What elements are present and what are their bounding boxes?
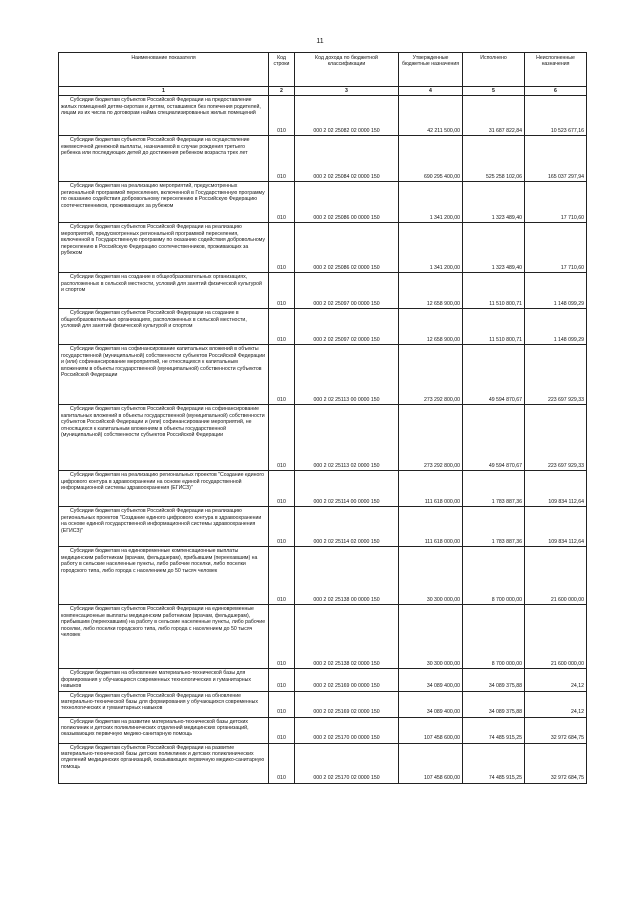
unexecuted-amount-cell: 109 834 112,64: [525, 471, 587, 507]
column-number-row: [59, 87, 587, 96]
indicator-name-cell: Субсидии бюджетам субъектов Российской Федерации на реализацию региональных проектов "Создание единого цифрового контура в здравоохранении на основе единой государственной информационной системы здравоохранения (ЕГИСЗ)": [59, 507, 269, 547]
revenue-code-cell: 000 2 02 25170 00 0000 150: [295, 717, 399, 743]
executed-amount-cell: 34 089 375,88: [463, 691, 525, 717]
executed-amount-cell: 1 323 489,40: [463, 182, 525, 223]
unexecuted-amount-cell: 223 697 929,33: [525, 405, 587, 471]
column-number: 4: [399, 87, 463, 96]
line-code-cell: 010: [269, 669, 295, 691]
revenue-code-cell: 000 2 02 25114 00 0000 150: [295, 471, 399, 507]
approved-amount-cell: 12 658 900,00: [399, 309, 463, 345]
revenue-code-cell: 000 2 02 25097 02 0000 150: [295, 309, 399, 345]
indicator-name-cell: Субсидии бюджетам на единовременные компенсационные выплаты медицинским работникам (врачам, фельдшерам), прибывшим (переехавшим) на работу в сельские населенные пункты, либо рабочие поселки, либо поселки городского типа, либо города с населением до 50 тысяч человек: [59, 547, 269, 605]
indicator-name-cell: Субсидии бюджетам субъектов Российской Федерации на единовременные компенсационные выплаты медицинским работникам (врачам, фельдшерам), прибывшим (переехавшим) на работу в сельские населенные пункты, либо рабочие поселки, либо поселки городского типа, либо города с населением до 50 тысяч человек: [59, 605, 269, 669]
unexecuted-amount-cell: 21 600 000,00: [525, 547, 587, 605]
table-row: [59, 471, 587, 507]
line-code-cell: 010: [269, 223, 295, 273]
executed-amount-cell: 1 783 887,36: [463, 471, 525, 507]
unexecuted-amount-cell: 223 697 929,33: [525, 345, 587, 405]
line-code-cell: 010: [269, 605, 295, 669]
executed-amount-cell: 525 258 102,06: [463, 136, 525, 182]
table-row: [59, 345, 587, 405]
indicator-name-cell: Субсидии бюджетам на развитие материально-технической базы детских поликлиник и детских поликлинических отделений медицинских организаций, оказывающих первичную медико-санитарную помощь: [59, 717, 269, 743]
line-code-cell: 010: [269, 507, 295, 547]
approved-amount-cell: 34 089 400,00: [399, 669, 463, 691]
line-code-cell: 010: [269, 691, 295, 717]
approved-amount-cell: 12 658 900,00: [399, 273, 463, 309]
table-row: [59, 691, 587, 717]
indicator-name-cell: Субсидии бюджетам субъектов Российской Федерации на создание в общеобразовательных организациях, расположенных в сельской местности, условий для занятий физической культурой и спортом: [59, 309, 269, 345]
indicator-name-cell: Субсидии бюджетам субъектов Российской Федерации на обновление материально-технической базы для формирования у обучающихся современных технологических и гуманитарных навыков: [59, 691, 269, 717]
executed-amount-cell: 11 510 800,71: [463, 273, 525, 309]
indicator-name-cell: Субсидии бюджетам на софинансирование капитальных вложений в объекты государственной (муниципальной) собственности субъектов Российской Федерации и (или) софинансирование мероприятий, не относящихся к капитальным вложениям в объекты государственной (муниципальной) собственности субъектов Российской Федерации: [59, 345, 269, 405]
revenue-code-cell: 000 2 02 25170 02 0000 150: [295, 743, 399, 783]
revenue-code-cell: 000 2 02 25169 00 0000 150: [295, 669, 399, 691]
line-code-cell: 010: [269, 717, 295, 743]
header-unexecuted: Неисполненные назначения: [525, 53, 587, 87]
approved-amount-cell: 107 458 600,00: [399, 717, 463, 743]
executed-amount-cell: 74 485 915,25: [463, 743, 525, 783]
table-row: [59, 136, 587, 182]
executed-amount-cell: 74 485 915,25: [463, 717, 525, 743]
line-code-cell: 010: [269, 345, 295, 405]
approved-amount-cell: 34 089 400,00: [399, 691, 463, 717]
line-code-cell: 010: [269, 273, 295, 309]
unexecuted-amount-cell: 24,12: [525, 669, 587, 691]
executed-amount-cell: 8 700 000,00: [463, 605, 525, 669]
unexecuted-amount-cell: 109 834 112,64: [525, 507, 587, 547]
column-number: 1: [59, 87, 269, 96]
revenue-code-cell: 000 2 02 25138 02 0000 150: [295, 605, 399, 669]
revenue-code-cell: 000 2 02 25097 00 0000 150: [295, 273, 399, 309]
table-row: [59, 669, 587, 691]
line-code-cell: 010: [269, 471, 295, 507]
revenue-code-cell: 000 2 02 25138 00 0000 150: [295, 547, 399, 605]
executed-amount-cell: 49 594 870,67: [463, 345, 525, 405]
indicator-name-cell: Субсидии бюджетам на реализацию региональных проектов "Создание единого цифрового контура в здравоохранении на основе единой государственной информационной системы здравоохранения (ЕГИСЗ)": [59, 471, 269, 507]
line-code-cell: 010: [269, 405, 295, 471]
header-executed: Исполнено: [463, 53, 525, 87]
line-code-cell: 010: [269, 136, 295, 182]
approved-amount-cell: 30 300 000,00: [399, 547, 463, 605]
indicator-name-cell: Субсидии бюджетам субъектов Российской Федерации на предоставление жилых помещений детям-сиротам и детям, оставшимся без попечения родителей, лицам из их числа по договорам найма специализированных жилых помещений: [59, 96, 269, 136]
line-code-cell: 010: [269, 547, 295, 605]
approved-amount-cell: 690 295 400,00: [399, 136, 463, 182]
table-row: [59, 717, 587, 743]
table-row: [59, 743, 587, 783]
revenue-code-cell: 000 2 02 25086 02 0000 150: [295, 223, 399, 273]
revenue-code-cell: 000 2 02 25113 02 0000 150: [295, 405, 399, 471]
line-code-cell: 010: [269, 96, 295, 136]
approved-amount-cell: 273 292 800,00: [399, 405, 463, 471]
indicator-name-cell: Субсидии бюджетам субъектов Российской Федерации на софинансирование капитальных вложений в объекты государственной (муниципальной) собственности субъектов Российской Федерации и (или) софинансирование мероприятий, не относящихся к капитальным вложениям в объекты государственной (муниципальной) собственности субъектов Российской Федерации: [59, 405, 269, 471]
header-line-code: Код строки: [269, 53, 295, 87]
executed-amount-cell: 34 089 375,88: [463, 669, 525, 691]
line-code-cell: 010: [269, 309, 295, 345]
budget-execution-table: [58, 52, 587, 784]
executed-amount-cell: 8 700 000,00: [463, 547, 525, 605]
table-row: [59, 273, 587, 309]
unexecuted-amount-cell: 17 710,60: [525, 223, 587, 273]
table-row: [59, 309, 587, 345]
table-row: [59, 605, 587, 669]
line-code-cell: 010: [269, 182, 295, 223]
column-number: 3: [295, 87, 399, 96]
table-row: [59, 507, 587, 547]
unexecuted-amount-cell: 24,12: [525, 691, 587, 717]
table-body: [59, 96, 587, 783]
indicator-name-cell: Субсидии бюджетам субъектов Российской Федерации на реализацию мероприятий, предусмотренных региональной программой переселения, включенной в Государственную программу по оказанию содействия добровольному переселению в Российскую Федерацию соотечественников, проживающих за рубежом: [59, 223, 269, 273]
table-row: [59, 547, 587, 605]
column-number: 6: [525, 87, 587, 96]
approved-amount-cell: 42 211 500,00: [399, 96, 463, 136]
unexecuted-amount-cell: 165 037 297,94: [525, 136, 587, 182]
unexecuted-amount-cell: 32 972 684,75: [525, 743, 587, 783]
revenue-code-cell: 000 2 02 25084 02 0000 150: [295, 136, 399, 182]
table-row: [59, 182, 587, 223]
revenue-code-cell: 000 2 02 25082 02 0000 150: [295, 96, 399, 136]
revenue-code-cell: 000 2 02 25169 02 0000 150: [295, 691, 399, 717]
table-header-row: [59, 53, 587, 87]
unexecuted-amount-cell: 10 523 677,16: [525, 96, 587, 136]
executed-amount-cell: 49 594 870,67: [463, 405, 525, 471]
table-row: [59, 223, 587, 273]
indicator-name-cell: Субсидии бюджетам на создание в общеобразовательных организациях, расположенных в сельской местности, условий для занятий физической культурой и спортом: [59, 273, 269, 309]
column-number: 5: [463, 87, 525, 96]
approved-amount-cell: 1 341 200,00: [399, 182, 463, 223]
indicator-name-cell: Субсидии бюджетам на реализацию мероприятий, предусмотренных региональной программой переселения, включенной в Государственную программу по оказанию содействия добровольному переселению в Российскую Федерацию соотечественников, проживающих за рубежом: [59, 182, 269, 223]
column-number: 2: [269, 87, 295, 96]
unexecuted-amount-cell: 21 600 000,00: [525, 605, 587, 669]
indicator-name-cell: Субсидии бюджетам на обновление материально-технической базы для формирования у обучающихся современных технологических и гуманитарных навыков: [59, 669, 269, 691]
executed-amount-cell: 31 687 822,84: [463, 96, 525, 136]
unexecuted-amount-cell: 1 148 099,29: [525, 309, 587, 345]
header-revenue-code: Код дохода по бюджетной классификации: [295, 53, 399, 87]
approved-amount-cell: 107 458 600,00: [399, 743, 463, 783]
indicator-name-cell: Субсидии бюджетам субъектов Российской Федерации на осуществление ежемесячной денежной выплаты, назначаемой в случае рождения третьего ребенка или последующих детей до достижения ребенком возраста трех лет: [59, 136, 269, 182]
approved-amount-cell: 30 300 000,00: [399, 605, 463, 669]
approved-amount-cell: 1 341 200,00: [399, 223, 463, 273]
indicator-name-cell: Субсидии бюджетам субъектов Российской Федерации на развитие материально-технической базы детских поликлиник и детских поликлинических отделений медицинских организаций, оказывающих первичную медико-санитарную помощь: [59, 743, 269, 783]
executed-amount-cell: 1 783 887,36: [463, 507, 525, 547]
table-row: [59, 96, 587, 136]
page-number: 11: [316, 38, 324, 45]
table-row: [59, 405, 587, 471]
unexecuted-amount-cell: 17 710,60: [525, 182, 587, 223]
approved-amount-cell: 111 618 000,00: [399, 471, 463, 507]
revenue-code-cell: 000 2 02 25086 00 0000 150: [295, 182, 399, 223]
approved-amount-cell: 111 618 000,00: [399, 507, 463, 547]
unexecuted-amount-cell: 32 972 684,75: [525, 717, 587, 743]
revenue-code-cell: 000 2 02 25114 02 0000 150: [295, 507, 399, 547]
executed-amount-cell: 11 510 800,71: [463, 309, 525, 345]
revenue-code-cell: 000 2 02 25113 00 0000 150: [295, 345, 399, 405]
unexecuted-amount-cell: 1 148 099,29: [525, 273, 587, 309]
line-code-cell: 010: [269, 743, 295, 783]
approved-amount-cell: 273 292 800,00: [399, 345, 463, 405]
header-approved: Утвержденные бюджетные назначения: [399, 53, 463, 87]
header-name: Наименование показателя: [59, 53, 269, 87]
executed-amount-cell: 1 323 489,40: [463, 223, 525, 273]
